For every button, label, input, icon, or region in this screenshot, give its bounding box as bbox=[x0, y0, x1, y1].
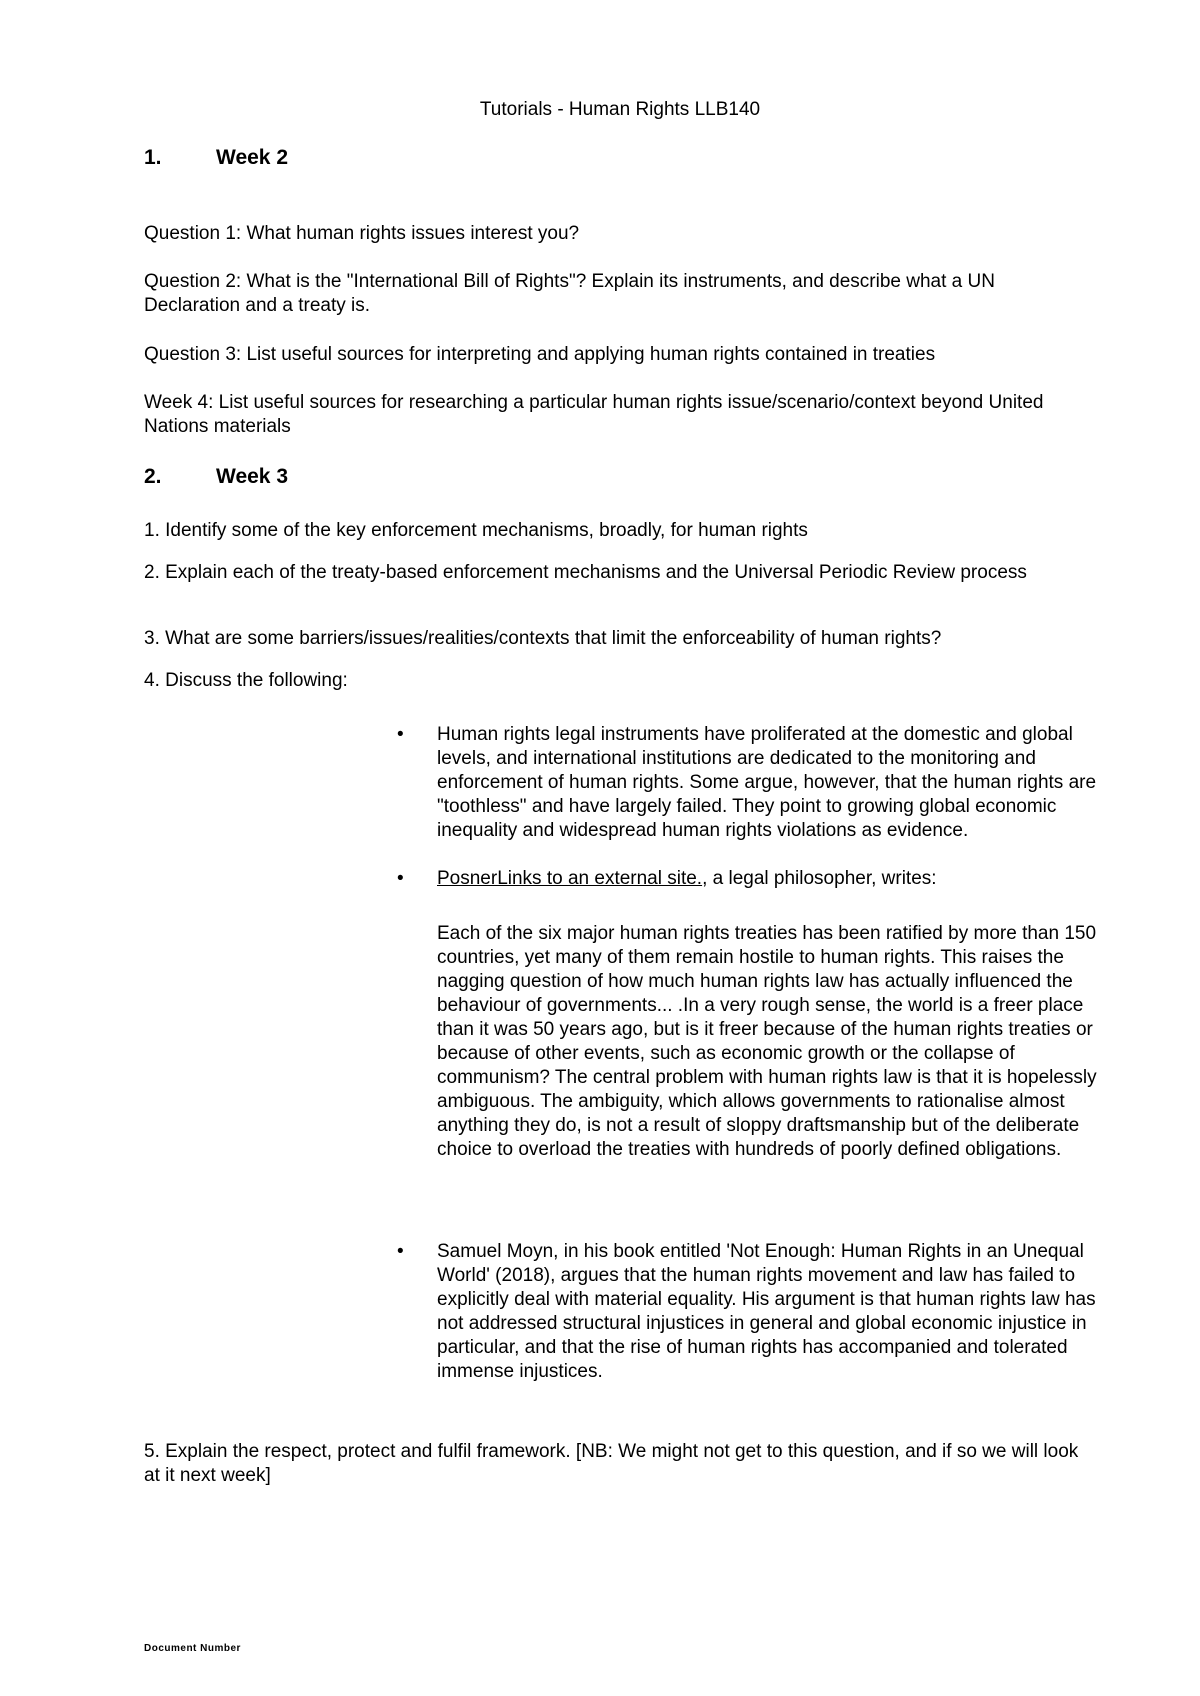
section-title: Week 3 bbox=[216, 465, 288, 488]
bullet-item bbox=[397, 867, 1097, 891]
question-3: Question 3: List useful sources for interpreting and applying human rights contained in treaties bbox=[144, 344, 936, 365]
section-heading-week-3 bbox=[144, 465, 288, 489]
week3-item-4: 4. Discuss the following: bbox=[144, 670, 348, 691]
question-1: Question 1: What human rights issues interest you? bbox=[144, 223, 580, 244]
bullet-icon: • bbox=[397, 868, 404, 889]
bullet-item bbox=[397, 723, 1097, 843]
bullet-text: Samuel Moyn, in his book entitled 'Not Enough: Human Rights in an Unequal World' (2018), argues that the human rights movement and law has failed to explicitly deal with material equality. His argument is that human rights law has not addressed structural injustices in general and global economic injustice in particular, and that the rise of human rights has accompanied and tolerated immense injustices. bbox=[437, 1241, 1096, 1382]
week3-item-5: 5. Explain the respect, protect and fulfil framework. [NB: We might not get to this question, and if so we will look at it next week] bbox=[144, 1441, 1079, 1486]
bullet-text: Human rights legal instruments have proliferated at the domestic and global levels, and international institutions are dedicated to the monitoring and enforcement of human rights. Some argue, however, that the human rights are "toothless" and have largely failed. They point to growing global economic inequality and widespread human rights violations as evidence. bbox=[437, 724, 1097, 841]
posner-link[interactable]: PosnerLinks to an external site. bbox=[437, 868, 703, 889]
question-2: Question 2: What is the "International Bill of Rights"? Explain its instruments, and describe what a UN Declaration and a treaty is. bbox=[144, 271, 995, 316]
week3-item-1: 1. Identify some of the key enforcement mechanisms, broadly, for human rights bbox=[144, 520, 808, 541]
posner-quote: Each of the six major human rights treaties has been ratified by more than 150 countries, yet many of them remain hostile to human rights. This raises the nagging question of how much human rights law has actually influenced the behaviour of governments... .In a very rough sense, the world is a freer place than it was 50 years ago, but is it freer because of the human rights treaties or because of other events, such as economic growth or the collapse of communism? The central problem with human rights law is that it is hopelessly ambiguous. The ambiguity, which allows governments to rationalise almost anything they do, is not a result of sloppy draftsmanship but of the deliberate choice to overload the treaties with hundreds of poorly defined obligations. bbox=[437, 923, 1097, 1160]
section-number: 1. bbox=[144, 146, 162, 169]
week3-item-3: 3. What are some barriers/issues/realities/contexts that limit the enforceability of human rights? bbox=[144, 628, 942, 649]
section-heading-week-2 bbox=[144, 146, 288, 170]
footer-document-number: Document Number bbox=[144, 1643, 241, 1654]
question-4: Week 4: List useful sources for researching a particular human rights issue/scenario/context beyond United Nations materials bbox=[144, 392, 1044, 437]
section-title: Week 2 bbox=[216, 146, 288, 169]
bullet-text: , a legal philosopher, writes: bbox=[702, 868, 937, 889]
section-number: 2. bbox=[144, 465, 162, 488]
bullet-icon: • bbox=[397, 1241, 404, 1262]
week3-item-2: 2. Explain each of the treaty-based enforcement mechanisms and the Universal Periodic Review process bbox=[144, 562, 1027, 583]
bullet-icon: • bbox=[397, 724, 404, 745]
bullet-item bbox=[397, 1240, 1097, 1384]
document-title: Tutorials - Human Rights LLB140 bbox=[479, 99, 761, 120]
